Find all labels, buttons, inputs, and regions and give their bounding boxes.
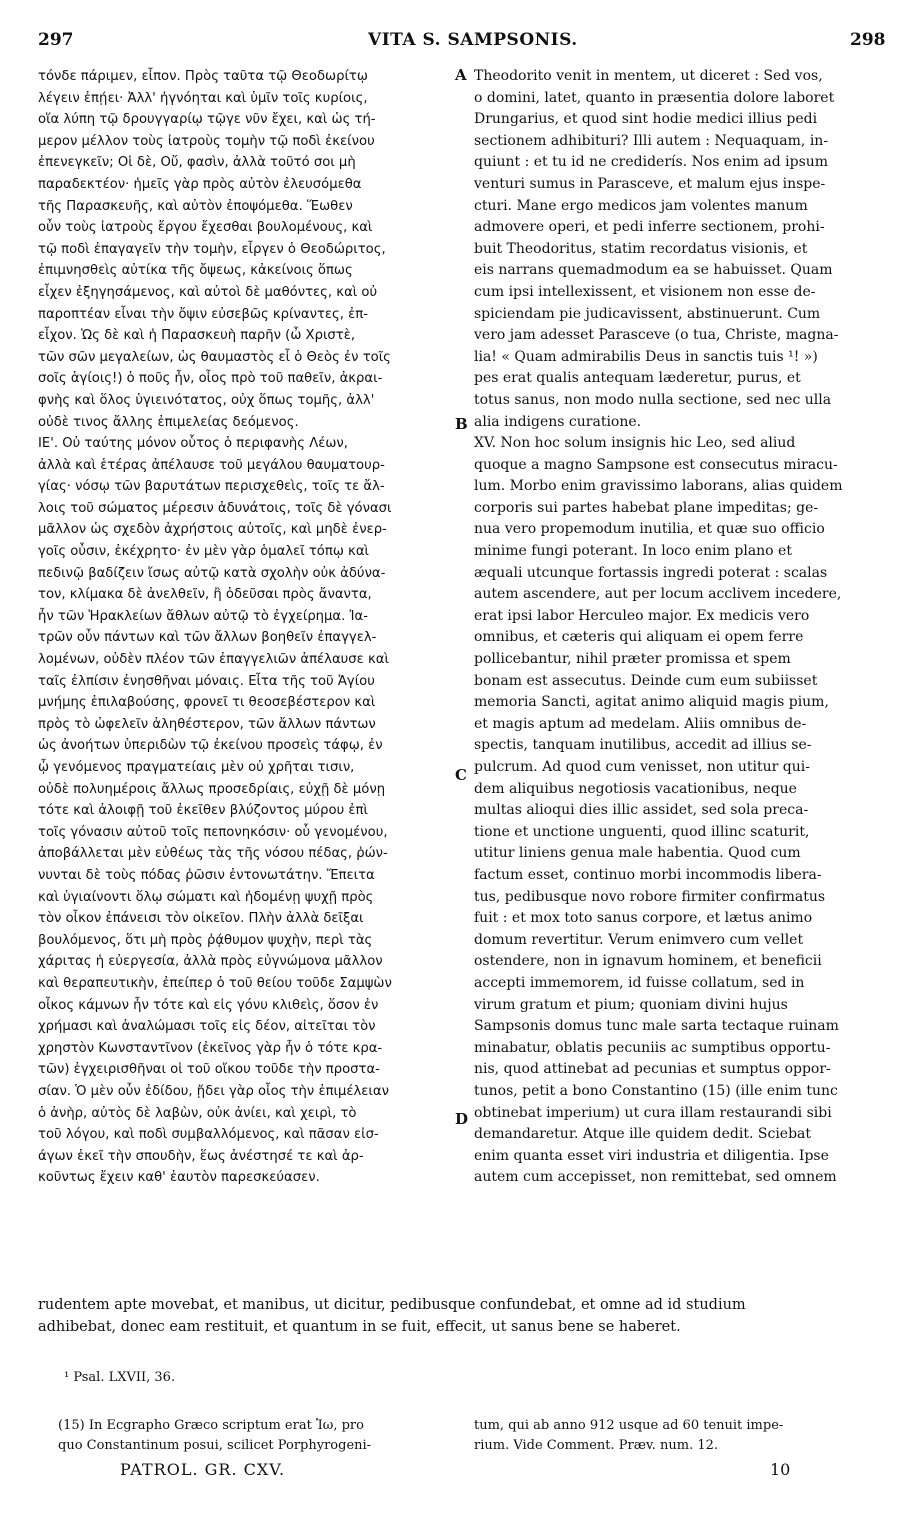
greek-line: νυνται δὲ τοὺς πόδας ῥῶσιν ἐντονωτάτην. Ἔπειτα xyxy=(38,867,375,883)
full-width-line: adhibebat, donec eam restituit, et quantum in se fuit, effecit, ut sanus bene se haberet. xyxy=(38,1319,681,1335)
greek-line: ἐπιμνησθεὶς αὐτίκα τῆς ὄψεως, κἀκείνοις ὅπως xyxy=(38,263,353,279)
greek-line: κοῦντως ἔχειν καθ' ἑαυτὸν παρεσκεύασεν. xyxy=(38,1170,320,1186)
latin-line: virum gratum et pium; quoniam divini hujus xyxy=(474,996,788,1013)
latin-line: eis narrans quemadmodum ea se habuisset. Quam xyxy=(474,262,833,279)
greek-line: τῷ ποδὶ ἐπαγαγεῖν τὴν τομὴν, εἶργεν ὁ Θεοδώριτος, xyxy=(38,241,386,257)
latin-line: tus, pedibusque novo robore firmiter confirmatus xyxy=(474,888,826,905)
greek-line: σίαν. Ὁ μὲν οὖν ἐδίδου, ᾔδει γὰρ οἷος τὴν ἐπιμέλειαν xyxy=(38,1083,389,1099)
latin-line: autem cum accepisset, non remittebat, sed omnem xyxy=(474,1169,837,1186)
latin-line: o domini, latet, quanto in præsentia dolore laboret xyxy=(474,89,835,106)
latin-line: corporis sui partes habebat plane impeditas; ge- xyxy=(474,499,819,516)
greek-line: φνὴς καὶ ὅλος ὑγιεινότατος, οὐχ ὅπως τομῆς, ἀλλ' xyxy=(38,392,375,408)
latin-line: multas alioqui dies illic assidet, sed sola preca- xyxy=(474,802,809,819)
greek-line: παροπτέαν εἶναι τὴν ὄψιν εὐσεβῶς κρίναντες, ἐπ- xyxy=(38,306,368,322)
greek-line: ἐπενεγκεῖν; Οἱ δὲ, Οὔ, φασὶν, ἀλλὰ τοῦτό σοι μὴ xyxy=(38,155,356,171)
latin-line: bonam est assecutus. Deinde cum eum subiisset xyxy=(474,672,818,689)
latin-line: Drungarius, et quod sint hodie medici illius pedi xyxy=(474,111,818,128)
greek-line: γίας· νόσῳ τῶν βαρυτάτων περισχεθεὶς, τοῖς τε ἄλ- xyxy=(38,479,385,495)
greek-line: τῶν σῶν μεγαλείων, ὡς θαυμαστὸς εἶ ὁ Θεὸς ἐν τοῖς xyxy=(38,349,391,365)
greek-line: καὶ ὑγιαίνοντι ὅλῳ σώματι καὶ ἡδομένῃ ψυχῇ πρὸς xyxy=(38,889,374,905)
latin-line: factum esset, continuo morbi incommodis libera- xyxy=(474,866,822,883)
latin-line: totus sanus, non modo nulla sectione, sed nec ulla xyxy=(474,391,832,408)
latin-line: cum ipsi intellexissent, et visionem non esse de- xyxy=(474,283,816,300)
latin-line: sectionem adhibituri? Illi autem : Nequaquam, in- xyxy=(474,132,829,149)
latin-line: erat ipsi labor Herculeo major. Ex medicis vero xyxy=(474,607,810,624)
editor-note-left xyxy=(58,1416,458,1456)
greek-line: ἀλλὰ καὶ ἑτέρας ἀπέλαυσε τοῦ μεγάλου θαυματουρ- xyxy=(38,457,385,473)
running-title: VITA S. SAMPSONIS. xyxy=(368,30,578,50)
greek-line: γοῖς οὖσιν, ἐκέχρητο· ἐν μὲν γὰρ ὁμαλεῖ τόπῳ καὶ xyxy=(38,544,369,560)
greek-line: ὡς ἀνοήτων ὑπεριδὼν τῷ ἐκείνου προσεὶς τάφῳ, ἐν xyxy=(38,738,383,754)
greek-line: πρὸς τὸ ὠφελεῖν ἀληθέστερον, τῶν ἄλλων πάντων xyxy=(38,716,376,732)
greek-line: οὐδὲ πολυημέροις ἄλλως προσεδρίαις, εὐχῇ δὲ μόνῃ xyxy=(38,781,386,797)
greek-line: χρηστὸν Κωνσταντῖνον (ἐκεῖνος γὰρ ἦν ὁ τότε κρα- xyxy=(38,1040,383,1056)
latin-line: Sampsonis domus tunc male sarta tectaque ruinam xyxy=(474,1018,839,1035)
latin-line: vero jam adesset Parasceve (o tua, Christe, magna- xyxy=(474,327,839,344)
greek-line: λοις τοῦ σώματος μέρεσιν ἀδυνάτοις, τοῖς δὲ γόνασι xyxy=(38,500,392,516)
greek-line: μερον μέλλον τοὺς ἰατροὺς τομὴν τῷ ποδὶ ἐκείνου xyxy=(38,133,375,149)
latin-line: enim quanta esset viri industria et diligentia. Ipse xyxy=(474,1147,829,1164)
latin-line: domum revertitur. Verum enimvero cum vellet xyxy=(474,931,804,948)
greek-line: ᾧ γενόμενος πραγματείαις μὲν οὐ χρῆται τισιν, xyxy=(38,760,355,775)
scripture-footnote: ¹ Psal. LXVII, 36. xyxy=(64,1370,176,1385)
latin-line: admovere operi, et pedi inferre sectionem, prohi- xyxy=(474,219,825,236)
greek-line: οὐδὲ τινος ἄλλης ἐπιμελείας δεόμενος. xyxy=(38,414,299,430)
greek-line: τὸν οἶκον ἐπάνεισι τὸν οἰκεῖον. Πλὴν ἀλλὰ δεῖξαι xyxy=(38,911,364,927)
greek-line: χρήμασι καὶ ἀναλώμασι τοῖς εἰς δέον, αἰτεῖται τὸν xyxy=(38,1019,376,1035)
latin-line: et magis aptum ad medelam. Aliis omnibus de- xyxy=(474,715,807,732)
latin-line: spectis, tanquam inutilibus, accedit ad illius se- xyxy=(474,737,812,754)
margin-mark-c: C xyxy=(455,766,467,784)
latin-line: buit Theodoritus, statim recordatus visionis, et xyxy=(474,240,808,257)
greek-line: ὁ ἀνὴρ, αὐτὸς δὲ λαβὼν, οὐκ ἀνίει, καὶ χειρὶ, τὸ xyxy=(38,1105,357,1121)
latin-line: ostendere, non in ignavum hominem, et beneficii xyxy=(474,953,822,970)
latin-line: obtinebat imperium) ut cura illam restaurandi sibi xyxy=(474,1104,832,1121)
latin-column xyxy=(474,66,888,1189)
latin-line: nis, quod attinebat ad pecunias et sumptus oppor- xyxy=(474,1061,831,1078)
latin-line: demandaretur. Atque ille quidem dedit. Sciebat xyxy=(474,1126,812,1143)
greek-column xyxy=(38,66,460,1189)
latin-line: memoria Sancti, agitat animo aliquid magis pium, xyxy=(474,694,829,711)
left-page-number: 297 xyxy=(38,30,74,50)
latin-line: omnibus, et cæteris qui aliquam ei opem ferre xyxy=(474,629,804,646)
latin-line: Theodorito venit in mentem, ut diceret : Sed vos, xyxy=(474,68,823,84)
series-signature: PATROL. GR. CXV. xyxy=(120,1460,286,1479)
latin-line: XV. Non hoc solum insignis hic Leo, sed aliud xyxy=(474,435,796,452)
greek-line: άγων ἐκεῖ τὴν σπουδὴν, ἕως ἀνέστησέ τε καὶ ἀρ- xyxy=(38,1148,364,1164)
greek-line: οὖν τοὺς ἰατροὺς ἔργου ἔχεσθαι βουλομένους, καὶ xyxy=(38,220,373,236)
greek-line: σοῖς ἁγίοις!) ὁ ποῦς ἦν, οἷος πρὸ τοῦ παθεῖν, ἀκραι- xyxy=(38,371,383,387)
latin-line: fuit : et mox toto sanus corpore, et lætus animo xyxy=(474,910,813,927)
margin-mark-d: D xyxy=(455,1110,469,1128)
latin-line: pollicebantur, nihil præter promissa et spem xyxy=(474,651,791,668)
full-width-latin xyxy=(38,1294,888,1338)
margin-mark-a: A xyxy=(455,66,467,84)
latin-line: pes erat qualis antequam læderetur, purus, et xyxy=(474,370,801,387)
greek-line: τοῦ λόγου, καὶ ποδὶ συμβαλλόμενος, καὶ πᾶσαν εἰσ- xyxy=(38,1127,379,1143)
greek-line: τον, κλίμακα δὲ ἀνελθεῖν, ἢ ὁδεῦσαι πρὸς ἄναντα, xyxy=(38,587,372,603)
latin-line: spiciendam pie judicavissent, abstinuerunt. Cum xyxy=(474,305,821,322)
note-line: (15) In Ecgrapho Græco scriptum erat Ἰω, pro xyxy=(58,1418,364,1433)
latin-line: tunos, petit a bono Constantino (15) (ille enim tunc xyxy=(474,1082,838,1099)
greek-line: ἀποβάλλεται μὲν εὐθέως τὰς τῆς νόσου πέδας, ῥών- xyxy=(38,846,388,862)
greek-line: λομένων, οὐδὲν πλέον τῶν ἐπαγγελιῶν ἀπέλαυσε καὶ xyxy=(38,652,389,668)
greek-line: τρῶν οὖν πάντων καὶ τῶν ἄλλων βοηθεῖν ἐπαγγελ- xyxy=(38,630,377,646)
greek-line: χάριτας ἡ εὐεργεσία, ἀλλὰ πρὸς εὐγνώμονα μᾶλλον xyxy=(38,954,383,970)
latin-line: tione et unctione unguenti, quod illinc scaturit, xyxy=(474,823,810,840)
greek-line: μνήμης ἐπιλαβούσης, φρονεῖ τι θεοσεβέστερον καὶ xyxy=(38,695,376,711)
note-line: rium. Vide Comment. Præv. num. 12. xyxy=(474,1438,719,1453)
latin-line: minime fungi poterant. In loco enim plano et xyxy=(474,543,792,560)
greek-line: βουλόμενος, ὅτι μὴ πρὸς ῥᾴθυμον ψυχὴν, περὶ τὰς xyxy=(38,932,373,948)
latin-line: quoque a magno Sampsone est consecutus miracu- xyxy=(474,456,838,473)
latin-line: lia! « Quam admirabilis Deus in sanctis tuis ¹! ») xyxy=(474,348,818,365)
greek-line: ἦν τῶν Ἡρακλείων ἄθλων αὐτῷ τὸ ἐγχείρημα. Ἰα- xyxy=(38,608,368,624)
latin-line: alia indigens curatione. xyxy=(474,413,642,430)
latin-line: cturi. Mane ergo medicos jam volentes manum xyxy=(474,197,808,214)
greek-line: καὶ θεραπευτικὴν, ἐπείπερ ὁ τοῦ θείου τοῦδε Σαμψὼν xyxy=(38,975,392,991)
greek-line: μᾶλλον ὡς σχεδὸν ἀχρήστοις αὐτοῖς, καὶ μηδὲ ἐνερ- xyxy=(38,522,387,538)
latin-line: autem ascendere, aut per locum acclivem incedere, xyxy=(474,586,842,603)
latin-line: accepti immemorem, id fuisse collatum, sed in xyxy=(474,974,805,991)
note-line: quo Constantinum posui, scilicet Porphyrogeni- xyxy=(58,1438,372,1453)
latin-line: minabatur, oblatis pecuniis ac sumptibus opportu- xyxy=(474,1039,831,1056)
greek-line: τῶν) ἐγχειρισθῆναι οἱ τοῦ οἴκου τοῦδε τὴν προστα- xyxy=(38,1062,380,1078)
latin-line: lum. Morbo enim gravissimo laborans, alias quidem xyxy=(474,478,843,495)
greek-line: λέγειν ἐπῄει· Ἀλλ' ἠγνόηται καὶ ὑμῖν τοῖς κυρίοις, xyxy=(38,90,368,106)
editor-note-right xyxy=(474,1416,888,1456)
greek-line: τόνδε πάριμεν, εἶπον. Πρὸς ταῦτα τῷ Θεοδωρίτῳ xyxy=(38,69,368,84)
greek-line: πεδινῷ βαδίζειν ἴσως αὐτῷ κατὰ σχολὴν οὐκ ἀδύνα- xyxy=(38,565,386,581)
greek-line: εἶχεν ἐξηγησάμενος, καὶ αὐτοὶ δὲ μαθόντες, καὶ οὐ xyxy=(38,284,378,300)
latin-line: utitur liniens genua male habentia. Quod cum xyxy=(474,845,801,862)
margin-mark-b: B xyxy=(455,415,468,433)
right-page-number: 298 xyxy=(850,30,886,50)
greek-line: τοῖς γόνασιν αὐτοῦ τοῖς πεπονηκόσιν· οὗ γενομένου, xyxy=(38,824,388,840)
latin-line: pulcrum. Ad quod cum venisset, non utitur qui- xyxy=(474,759,810,775)
greek-line: ταῖς ἐλπίσιν ἐνησθῆναι μόναις. Εἶτα τῆς τοῦ Ἁγίου xyxy=(38,673,375,689)
note-line: tum, qui ab anno 912 usque ad 60 tenuit impe- xyxy=(474,1418,784,1433)
latin-line: nua vero propemodum inutilia, et quæ suo officio xyxy=(474,521,825,538)
latin-line: æquali utcunque fortassis ingredi poterat : scalas xyxy=(474,564,828,581)
greek-line: παραδεκτέον· ἡμεῖς γὰρ πρὸς αὐτὸν ἐλευσόμεθα xyxy=(38,176,362,192)
latin-line: dem aliquibus negotiosis vacationibus, neque xyxy=(474,780,797,797)
full-width-line: rudentem apte movebat, et manibus, ut dicitur, pedibusque confundebat, et omne ad id studium xyxy=(38,1297,746,1313)
latin-line: quiunt : et tu id ne crediderís. Nos enim ad ipsum xyxy=(474,154,829,171)
greek-line: οἶκος κάμνων ἦν τότε καὶ εἰς γόνυ κλιθεὶς, ὅσον ἐν xyxy=(38,997,379,1013)
greek-line: ΙΕ'. Οὐ ταύτης μόνον οὗτος ὁ περιφανὴς Λέων, xyxy=(38,436,348,452)
greek-line: τότε καὶ ἀλοιφῇ τοῦ ἐκεῖθεν βλύζοντος μύρου ἐπὶ xyxy=(38,803,368,819)
greek-line: εἶχον. Ὡς δὲ καὶ ἡ Παρασκευὴ παρῆν (ὦ Χριστὲ, xyxy=(38,328,356,344)
latin-line: venturi sumus in Parasceve, et malum ejus inspe- xyxy=(474,175,826,192)
sheet-number: 10 xyxy=(770,1460,791,1479)
greek-line: τῆς Παρασκευῆς, καὶ αὐτὸν ἐποψόμεθα. Ἕωθεν xyxy=(38,198,353,214)
greek-line: οἵα λύπη τῷ δρουγγαρίῳ τῷγε νῦν ἔχει, καὶ ὡς τή- xyxy=(38,112,376,128)
